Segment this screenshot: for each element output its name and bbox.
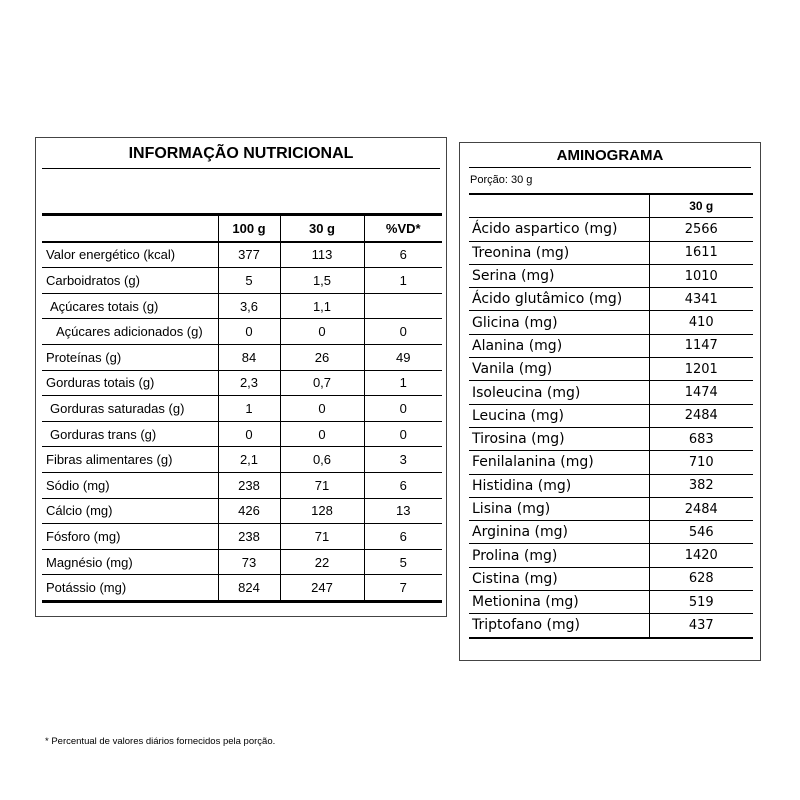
amino-acid-label: Fenilalanina (mg) — [469, 451, 649, 474]
nutrition-row — [42, 575, 442, 602]
nutrition-header-vd: %VD* — [364, 215, 442, 242]
value-30g: 1,5 — [280, 268, 364, 294]
value-vd: 6 — [364, 524, 442, 550]
value-vd: 6 — [364, 242, 442, 268]
value-100g: 2,3 — [218, 370, 280, 396]
aminogram-row — [469, 218, 753, 241]
value-100g: 1 — [218, 396, 280, 422]
nutrient-label: Sódio (mg) — [42, 472, 218, 498]
aminogram-row — [469, 451, 753, 474]
nutrition-row — [42, 498, 442, 524]
amino-acid-value: 2566 — [649, 218, 753, 241]
nutrient-label: Fibras alimentares (g) — [42, 447, 218, 473]
aminogram-row — [469, 614, 753, 638]
value-100g: 238 — [218, 524, 280, 550]
aminogram-row — [469, 311, 753, 334]
amino-acid-label: Lisina (mg) — [469, 497, 649, 520]
amino-acid-label: Leucina (mg) — [469, 404, 649, 427]
aminogram-row — [469, 264, 753, 287]
value-100g: 0 — [218, 319, 280, 345]
aminogram-row — [469, 381, 753, 404]
aminogram-header-30g: 30 g — [649, 194, 753, 218]
amino-acid-value: 1420 — [649, 544, 753, 567]
amino-acid-label: Triptofano (mg) — [469, 614, 649, 638]
nutrition-facts-panel — [35, 137, 447, 747]
value-vd: 6 — [364, 472, 442, 498]
aminogram-row — [469, 427, 753, 450]
value-100g: 238 — [218, 472, 280, 498]
aminogram-header-label — [469, 194, 649, 218]
value-30g: 128 — [280, 498, 364, 524]
nutrition-row — [42, 293, 442, 319]
nutrition-header-100g: 100 g — [218, 215, 280, 242]
value-vd: 5 — [364, 549, 442, 575]
amino-acid-label: Tirosina (mg) — [469, 427, 649, 450]
aminogram-row — [469, 591, 753, 614]
amino-acid-label: Histidina (mg) — [469, 474, 649, 497]
nutrient-label: Açúcares adicionados (g) — [42, 319, 218, 345]
amino-acid-label: Arginina (mg) — [469, 521, 649, 544]
amino-acid-value: 1611 — [649, 241, 753, 264]
amino-acid-value: 683 — [649, 427, 753, 450]
nutrient-label: Gorduras totais (g) — [42, 370, 218, 396]
amino-acid-label: Ácido aspartico (mg) — [469, 218, 649, 241]
nutrition-rows — [42, 242, 442, 602]
amino-acid-value: 1474 — [649, 381, 753, 404]
value-30g: 1,1 — [280, 293, 364, 319]
nutrient-label: Cálcio (mg) — [42, 498, 218, 524]
amino-acid-value: 410 — [649, 311, 753, 334]
value-vd: 49 — [364, 344, 442, 370]
amino-acid-value: 2484 — [649, 404, 753, 427]
value-30g: 71 — [280, 524, 364, 550]
value-30g: 0 — [280, 421, 364, 447]
aminogram-row — [469, 474, 753, 497]
value-30g: 0 — [280, 319, 364, 345]
amino-acid-label: Ácido glutâmico (mg) — [469, 288, 649, 311]
value-vd: 3 — [364, 447, 442, 473]
aminogram-row — [469, 404, 753, 427]
aminogram-row — [469, 567, 753, 590]
aminogram-row — [469, 521, 753, 544]
value-vd: 0 — [364, 396, 442, 422]
value-100g: 2,1 — [218, 447, 280, 473]
amino-acid-label: Treonina (mg) — [469, 241, 649, 264]
amino-acid-label: Isoleucina (mg) — [469, 381, 649, 404]
nutrient-label: Potássio (mg) — [42, 575, 218, 602]
nutrition-row — [42, 447, 442, 473]
amino-acid-label: Prolina (mg) — [469, 544, 649, 567]
value-vd: 7 — [364, 575, 442, 602]
nutrient-label: Magnésio (mg) — [42, 549, 218, 575]
value-30g: 0 — [280, 396, 364, 422]
value-vd: 1 — [364, 268, 442, 294]
value-30g: 22 — [280, 549, 364, 575]
aminogram-row — [469, 288, 753, 311]
amino-acid-value: 710 — [649, 451, 753, 474]
amino-acid-value: 546 — [649, 521, 753, 544]
aminogram-title: AMINOGRAMA — [469, 143, 751, 168]
value-vd: 13 — [364, 498, 442, 524]
nutrient-label: Gorduras saturadas (g) — [42, 396, 218, 422]
amino-acid-value: 1147 — [649, 334, 753, 357]
value-30g: 0,6 — [280, 447, 364, 473]
amino-acid-value: 628 — [649, 567, 753, 590]
aminogram-row — [469, 241, 753, 264]
amino-acid-value: 437 — [649, 614, 753, 638]
nutrition-row — [42, 370, 442, 396]
nutrition-header-label — [42, 215, 218, 242]
nutrition-row — [42, 421, 442, 447]
value-vd — [364, 293, 442, 319]
value-30g: 113 — [280, 242, 364, 268]
value-100g: 5 — [218, 268, 280, 294]
nutrition-header-30g: 30 g — [280, 215, 364, 242]
value-vd: 0 — [364, 319, 442, 345]
aminogram-row — [469, 358, 753, 381]
nutrient-label: Gorduras trans (g) — [42, 421, 218, 447]
amino-acid-label: Metionina (mg) — [469, 591, 649, 614]
nutrition-row — [42, 472, 442, 498]
amino-acid-value: 519 — [649, 591, 753, 614]
aminogram-row — [469, 334, 753, 357]
aminogram-row — [469, 544, 753, 567]
value-vd: 0 — [364, 421, 442, 447]
value-30g: 0,7 — [280, 370, 364, 396]
nutrition-row — [42, 524, 442, 550]
value-100g: 426 — [218, 498, 280, 524]
amino-acid-value: 1201 — [649, 358, 753, 381]
nutrition-title: INFORMAÇÃO NUTRICIONAL — [42, 138, 440, 169]
amino-acid-label: Glicina (mg) — [469, 311, 649, 334]
value-vd: 1 — [364, 370, 442, 396]
aminogram-table — [469, 193, 753, 639]
nutrient-label: Carboidratos (g) — [42, 268, 218, 294]
amino-acid-label: Alanina (mg) — [469, 334, 649, 357]
value-100g: 377 — [218, 242, 280, 268]
value-30g: 247 — [280, 575, 364, 602]
nutrient-label: Fósforo (mg) — [42, 524, 218, 550]
nutrient-label: Proteínas (g) — [42, 344, 218, 370]
aminogram-row — [469, 497, 753, 520]
amino-acid-value: 4341 — [649, 288, 753, 311]
amino-acid-value: 2484 — [649, 497, 753, 520]
nutrition-row — [42, 242, 442, 268]
nutrition-footnote: * Percentual de valores diários fornecidos pela porção. — [45, 736, 276, 747]
amino-acid-value: 1010 — [649, 264, 753, 287]
value-30g: 26 — [280, 344, 364, 370]
aminogram-portion: Porção: 30 g — [470, 174, 533, 186]
nutrition-row — [42, 396, 442, 422]
amino-acid-label: Serina (mg) — [469, 264, 649, 287]
aminogram-rows — [469, 218, 753, 638]
nutrition-row — [42, 319, 442, 345]
aminogram-panel — [459, 142, 761, 661]
nutrition-row — [42, 344, 442, 370]
value-100g: 0 — [218, 421, 280, 447]
amino-acid-label: Cistina (mg) — [469, 567, 649, 590]
nutrition-table — [42, 213, 442, 603]
nutrition-header-row — [42, 215, 442, 242]
nutrition-row — [42, 549, 442, 575]
value-100g: 73 — [218, 549, 280, 575]
value-30g: 71 — [280, 472, 364, 498]
value-100g: 84 — [218, 344, 280, 370]
aminogram-header-row — [469, 194, 753, 218]
value-100g: 824 — [218, 575, 280, 602]
nutrient-label: Valor energético (kcal) — [42, 242, 218, 268]
value-100g: 3,6 — [218, 293, 280, 319]
amino-acid-value: 382 — [649, 474, 753, 497]
nutrition-row — [42, 268, 442, 294]
amino-acid-label: Vanila (mg) — [469, 358, 649, 381]
nutrient-label: Açúcares totais (g) — [42, 293, 218, 319]
